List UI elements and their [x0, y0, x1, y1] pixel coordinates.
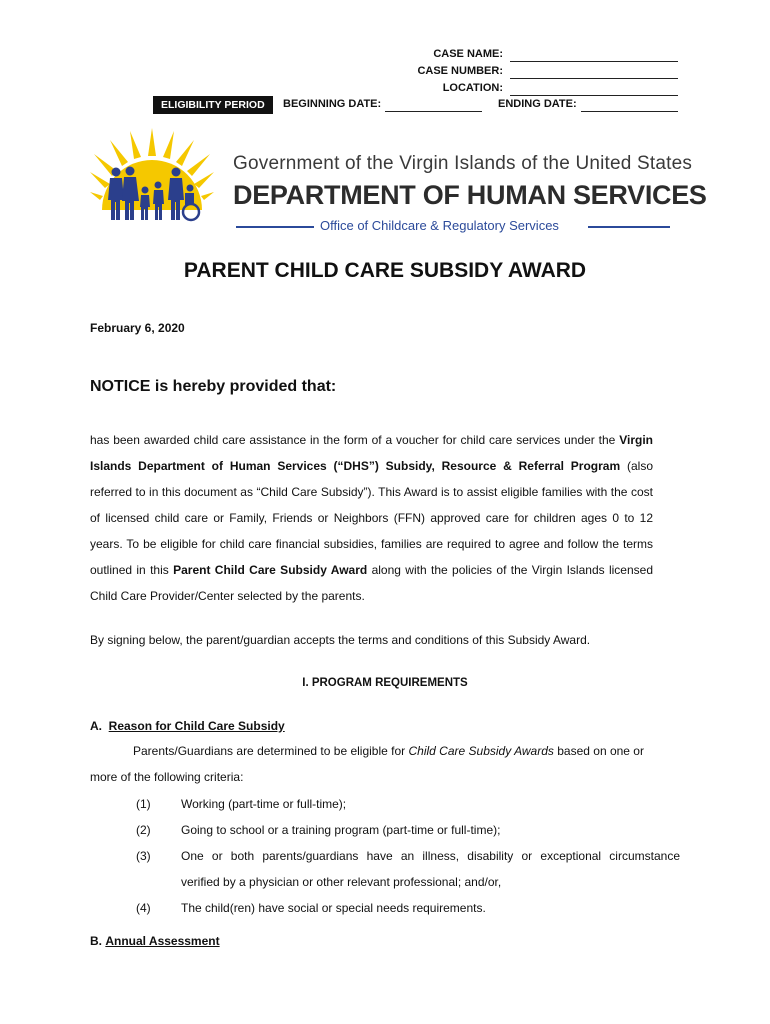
section-a-heading	[90, 719, 285, 733]
criteria-text: Going to school or a training program (part-time or full-time);	[181, 823, 501, 837]
section-a-intro	[133, 744, 644, 758]
department-name: DEPARTMENT OF HUMAN SERVICES	[233, 180, 707, 210]
section-a-letter: A.	[90, 719, 102, 733]
intro-text-2: based on one or	[553, 744, 644, 758]
intro-italic: Child Care Subsidy Awards	[408, 744, 554, 758]
criteria-number: (2)	[136, 823, 151, 837]
program-name: Virgin Islands Department of Human Services (“DHS”) Subsidy, Resource & Referral Program	[90, 433, 653, 473]
award-text-part3: along with the policies of the Virgin Islands licensed Child Care Provider/Center selected by the parents.	[90, 563, 653, 603]
location-field[interactable]	[510, 95, 678, 96]
office-name: Office of Childcare & Regulatory Services	[320, 218, 559, 233]
award-text-part1: has been awarded child care assistance in the form of a voucher for child care services under the	[90, 433, 620, 447]
section-one-heading: I. PROGRAM REQUIREMENTS	[302, 677, 468, 689]
letterhead-rule-left	[236, 226, 314, 228]
section-b-title: Annual Assessment	[105, 934, 220, 948]
award-paragraph	[90, 427, 653, 609]
government-name: Government of the Virgin Islands of the United States	[233, 153, 693, 174]
section-a-title: Reason for Child Care Subsidy	[108, 719, 285, 733]
award-name: Parent Child Care Subsidy Award	[173, 563, 368, 577]
criteria-text: The child(ren) have social or special needs requirements.	[181, 901, 486, 915]
criteria-number: (1)	[136, 797, 151, 811]
section-b-heading	[90, 934, 220, 948]
award-date: February 6, 2020	[90, 321, 185, 335]
intro-text-1: Parents/Guardians are determined to be eligible for	[133, 744, 409, 758]
criteria-text: One or both parents/guardians have an illness, disability or exceptional circumstance	[181, 849, 680, 863]
letterhead-rule-right	[588, 226, 670, 228]
beginning-date-field[interactable]	[385, 111, 482, 112]
case-name-label: CASE NAME:	[433, 48, 503, 60]
page-title: PARENT CHILD CARE SUBSIDY AWARD	[183, 259, 587, 282]
case-name-field[interactable]	[510, 61, 678, 62]
eligibility-period-badge: ELIGIBILITY PERIOD	[153, 96, 273, 114]
case-number-label: CASE NUMBER:	[417, 65, 503, 77]
dhs-family-sun-logo-icon	[90, 128, 215, 223]
signing-statement: By signing below, the parent/guardian accepts the terms and conditions of this Subsidy Award.	[90, 633, 591, 647]
location-label: LOCATION:	[442, 82, 503, 94]
ending-date-field[interactable]	[581, 111, 678, 112]
case-number-field[interactable]	[510, 78, 678, 79]
criteria-text: Working (part-time or full-time);	[181, 797, 347, 811]
ending-date-label: ENDING DATE:	[498, 98, 577, 110]
criteria-number: (3)	[136, 849, 151, 863]
section-a-intro-line2: more of the following criteria:	[90, 770, 244, 784]
criteria-text-continued: verified by a physician or other relevant professional; and/or,	[181, 875, 502, 889]
section-b-letter: B.	[90, 934, 102, 948]
criteria-number: (4)	[136, 901, 151, 915]
beginning-date-label: BEGINNING DATE:	[283, 98, 382, 110]
notice-heading: NOTICE is hereby provided that:	[90, 378, 337, 395]
award-text-part2: (also referred to in this document as “Child Care Subsidy”). This Award is to assist eligible families with the cost of licensed child care or Family, Friends or Neighbors (FFN) approved care for children ages 0 to 12 years. To be eligible for child care financial subsidies, families are required to agree and follow the terms outlined in this	[90, 459, 653, 577]
